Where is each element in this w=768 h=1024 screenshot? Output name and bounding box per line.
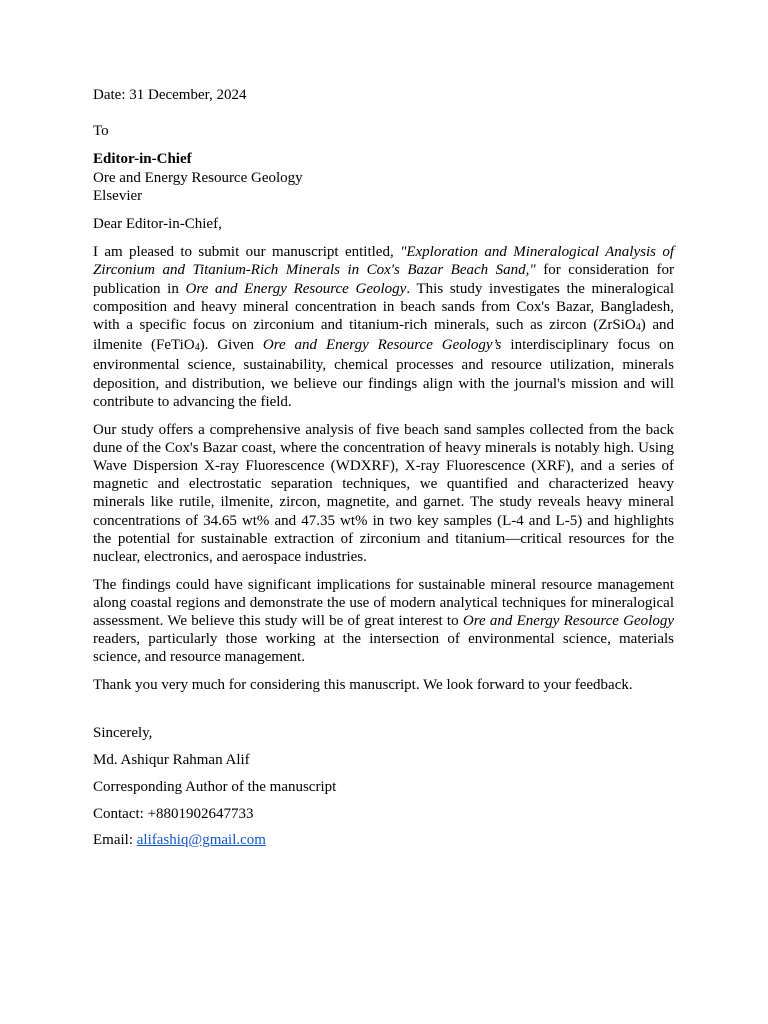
recipient-title: Editor-in-Chief [93, 151, 192, 168]
author-role: Corresponding Author of the manuscript [93, 778, 337, 795]
contact-email [93, 831, 674, 849]
chem-subscript: 4 [635, 322, 641, 334]
paragraph-introduction [93, 243, 674, 411]
journal-name: Ore and Energy Resource Geology [185, 280, 407, 297]
text-segment: readers, particularly those working at the intersection of environmental science, materials science, and resource management. [93, 631, 674, 666]
text-segment: for consideration for publication in [93, 262, 674, 297]
journal-name-possessive: Ore and Energy Resource Geology’s [262, 337, 502, 354]
text-segment: interdisciplinary focus on environmental science, sustainability, chemical processes and resource utilization, minerals deposition, and distribution, we believe our findings align with the journal's mission and will contribute to advancing the field. [93, 337, 674, 410]
sign-off: Sincerely, [93, 725, 153, 742]
text-segment: The findings could have significant implications for sustainable mineral resource management along coastal regions and demonstrate the use of modern analytical techniques for mineralogical assessment. We believe this study will be of great interest to [93, 576, 674, 630]
text-segment: ). Given [199, 337, 263, 354]
recipient-journal: Ore and Energy Resource Geology [93, 169, 303, 186]
paragraph-study-summary: Our study offers a comprehensive analysis of five beach sand samples collected from the back dune of the Cox's Bazar coast, where the concentration of heavy minerals is notably high. Using Wave Dispersion X-ray Fluorescence (WDXRF), X-ray Fluorescence (XRF), and a series of magnetic and electrostatic separation techniques, we quantified and characterized heavy minerals like rutile, ilmenite, zircon, magnetite, and garnet. The study reveals heavy mineral concentrations of 34.65 wt% and 47.35 wt% in two key samples (L-4 and L-5) and highlights the potential for sustainable extraction of zirconium and titanium—critical resources for the nuclear, electronics, and aerospace industries. [93, 421, 674, 565]
contact-phone: Contact: +8801902647733 [93, 805, 254, 822]
recipient-publisher: Elsevier [93, 187, 143, 204]
to-line: To [93, 123, 109, 140]
paragraph-implications [93, 576, 674, 667]
author-name: Md. Ashiqur Rahman Alif [93, 752, 250, 769]
letter-body [93, 86, 674, 858]
letter-date: Date: 31 December, 2024 [93, 87, 247, 103]
text-segment: . This study investigates the mineralogical composition and heavy mineral concentration in beach sands from Cox's Bazar, Bangladesh, with a specific focus on zirconium and titanium-rich minerals, such as zircon (ZrSiO [93, 280, 674, 334]
thanks-line: Thank you very much for considering this manuscript. We look forward to your feedback. [93, 677, 633, 694]
text-segment: I am pleased to submit our manuscript entitled, [93, 244, 401, 261]
manuscript-title: "Exploration and Mineralogical Analysis of Zirconium and Titanium-Rich Minerals in Cox's Bazar Beach Sand," [93, 244, 674, 279]
salutation: Dear Editor-in-Chief, [93, 216, 222, 233]
email-link[interactable]: alifashiq@gmail.com [136, 832, 266, 849]
email-label: Email: [93, 832, 137, 849]
text-segment: ) and ilmenite (FeTiO [93, 317, 674, 354]
journal-name: Ore and Energy Resource Geology [462, 613, 674, 630]
chem-subscript: 4 [194, 342, 200, 354]
recipient-address [93, 150, 674, 205]
